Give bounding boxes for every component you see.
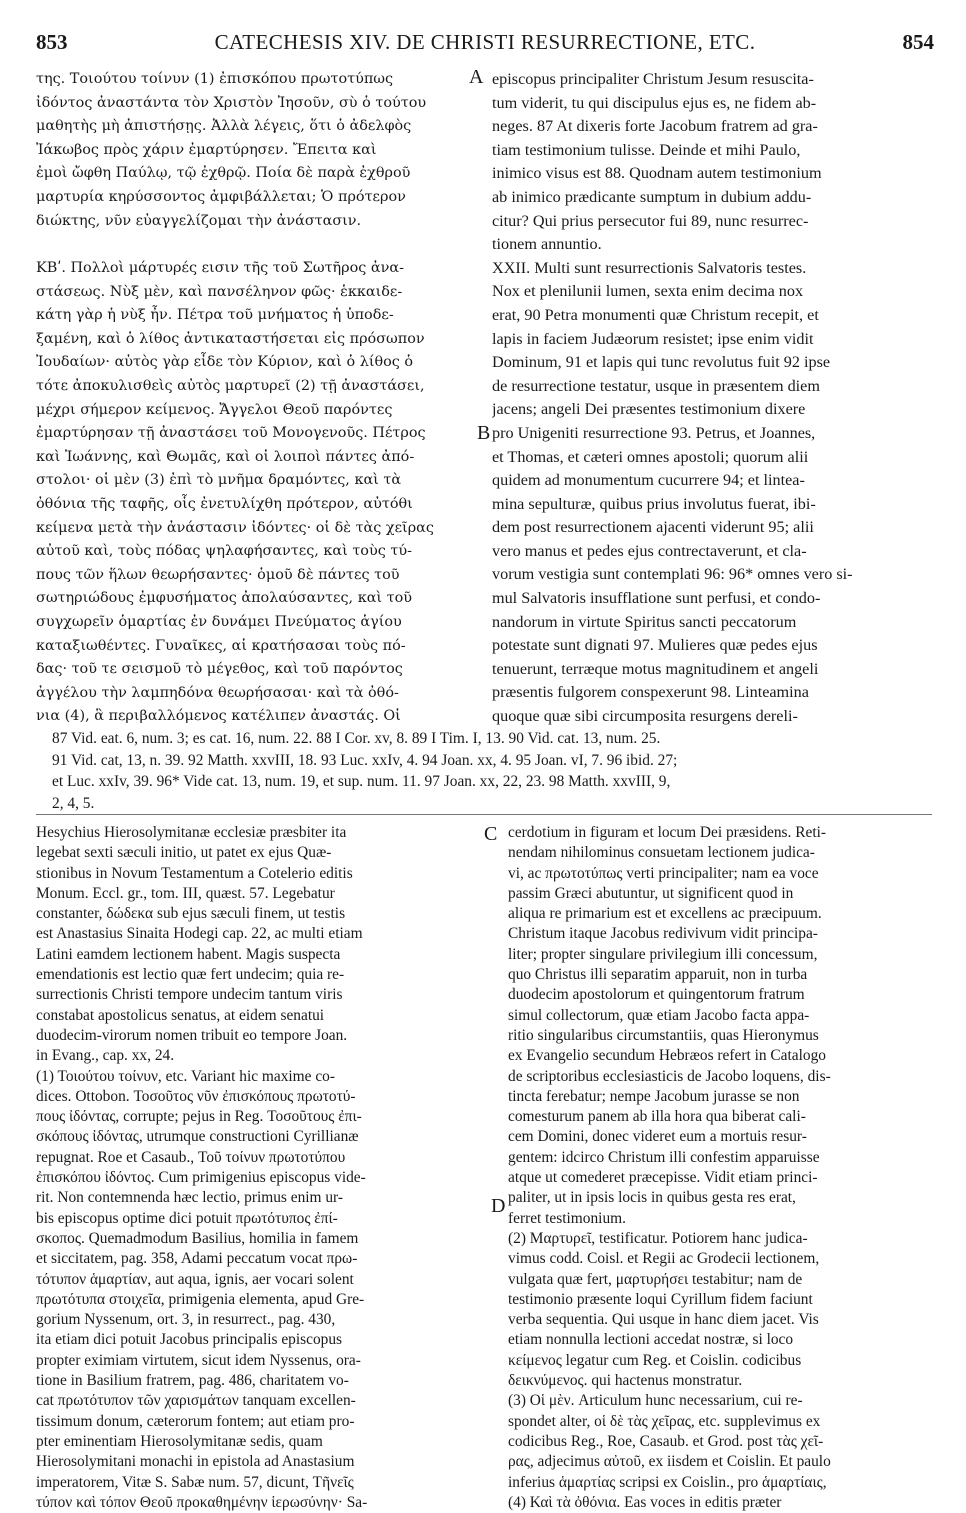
- note-line: ex Evangelio secundum Hebræos refert in Catalogo: [508, 1047, 826, 1065]
- text-line: Ἰουδαίων· αὐτὸς γὰρ εἶδε τὸν Κύριον, καὶ ὁ λίθος ὁ: [36, 354, 414, 371]
- text-line: jacens; angeli Dei præsentes testimonium dixere: [492, 400, 806, 419]
- note-line: πρωτότυπα στοιχεῖα, primigenia elementa, apud Gre-: [36, 1290, 365, 1308]
- note-line: comesturum panem ab illa hora qua biberat cali-: [508, 1108, 806, 1126]
- note-line: πους ἰδόντας, corrupte; pejus in Reg. Τοσοῦτους ἐπι-: [36, 1108, 362, 1126]
- note-line: tione in Basilium fratrem, pag. 486, charitatem vo-: [36, 1372, 349, 1390]
- note-line: verba sequentia. Qui usque in hanc diem jacet. Vis: [508, 1311, 819, 1329]
- note-line: (3) Οἱ μὲν. Articulum hunc necessarium, cui re-: [508, 1392, 803, 1410]
- note-line: ritio singularibus circumstantiis, quas Hieronymus: [508, 1026, 819, 1044]
- text-line: tum viderit, tu qui discipulus ejus es, ne fidem ab-: [492, 93, 817, 112]
- note-line: ρας, adjecimus αὐτοῦ, ex iisdem et Coislin. Et paulo: [508, 1453, 831, 1471]
- note-line: (4) Καὶ τὰ ὀθόνια. Eas voces in editis præter: [508, 1493, 782, 1511]
- text-line: σωτηριώδους ἐμφυσήματος ἀπολαύσαντες, καὶ τοῦ: [36, 590, 413, 607]
- footnote-line: et Luc. xxIv, 39. 96* Vide cat. 13, num. 19, et sup. num. 11. 97 Joan. xx, 22, 23. 98 Matth. xxvIII, 9,: [52, 773, 671, 790]
- text-line: erat, 90 Petra monumenti quæ Christum recepit, et: [492, 305, 819, 324]
- note-line: κείμενος legatur cum Reg. et Coislin. codicibus: [508, 1351, 802, 1369]
- text-line: στολοι· οἱ μὲν (3) ἐπὶ τὸ μνῆμα δραμόντες, καὶ τὰ: [36, 472, 402, 489]
- note-line: aliqua re primarium est et excellens ac præcipuum.: [508, 905, 822, 923]
- text-line: ὀθόνια τῆς ταφῆς, οἷς ἐνετυλίχθη πρότερον, αὐτόθι: [36, 495, 413, 512]
- note-line: rit. Non contemnenda hæc lectio, primus enim ur-: [36, 1189, 344, 1207]
- note-line: ita etiam dici potuit Jacobus principalis episcopus: [36, 1331, 343, 1349]
- footnote-line: 2, 4, 5.: [52, 794, 95, 812]
- text-line: et Thomas, et cæteri omnes apostoli; quorum alii: [492, 447, 809, 466]
- text-line: ab inimico prædicante sumptum in dubium addu-: [492, 187, 812, 206]
- scripture-footnotes: [52, 728, 936, 814]
- text-line: tiam testimonium tulisse. Deinde et mihi Paulo,: [492, 140, 801, 159]
- note-line: ἐπισκόπου ἰδόντος. Cum primigenius episcopus vide-: [36, 1169, 366, 1187]
- latin-translation: [492, 68, 934, 729]
- text-line: de resurrectione testatur, usque in præsentem diem: [492, 376, 820, 395]
- note-line: etiam nonnulla lectioni accedat nostræ, si loco: [508, 1331, 794, 1349]
- note-line: constabat apostolicus senatus, at eidem senatui: [36, 1006, 325, 1024]
- text-line: Dominum, 91 et lapis qui tunc revolutus fuit 92 ipse: [492, 353, 831, 372]
- column-marker-d: D: [491, 1195, 506, 1217]
- note-line: gentem: idcirco Christum illi confestim apparuisse: [508, 1148, 820, 1166]
- note-line: vi, ac πρωτοτύπως verti principaliter; nam ea voce: [508, 864, 819, 882]
- note-line: pter eminentiam Hierosolymitanæ sedis, quam: [36, 1432, 323, 1450]
- text-line: νια (4), ἃ περιβαλλόμενος κατέλιπεν ἀναστάς. Οἱ: [36, 708, 401, 725]
- text-line: καὶ Ἰωάννης, καὶ Θωμᾶς, καὶ οἱ λοιποὶ πάντες ἀπό-: [36, 448, 415, 465]
- text-line: ἀγγέλου τὴν λαμπηδόνα θεωρήσασαι· καὶ τὰ ὀθό-: [36, 684, 399, 701]
- note-line: σκόπους ἰδόντας, utrumque constructioni Cyrillianæ: [36, 1128, 359, 1146]
- running-title: CATECHESIS XIV. DE CHRISTI RESURRECTIONE, ETC.: [214, 30, 756, 54]
- section-start: ΚΒʹ. Πολλοὶ μάρτυρές εισιν τῆς τοῦ Σωτῆρος ἀνα-: [36, 260, 404, 276]
- note-line: de scriptoribus ecclesiasticis de Jacobo loquens, dis-: [508, 1067, 831, 1085]
- column-marker-c: C: [484, 823, 498, 845]
- text-line: episcopus principaliter Christum Jesum resuscita-: [492, 70, 814, 88]
- note-line: Hesychius Hierosolymitanæ ecclesiæ præsbiter ita: [36, 824, 347, 841]
- text-line: καταξιωθέντες. Γυναῖκες, αἱ κρατήσασαι τοὺς πό-: [36, 637, 406, 654]
- text-line: præsentis fulgorem conspexerunt 98. Linteamina: [492, 683, 809, 702]
- note-line: dices. Ottobon. Τοσοῦτος νῦν ἐπισκόπους πρωτοτύ-: [36, 1087, 356, 1105]
- text-line: μαρτυρία κηρύσσοντος ἀμφιβάλλεται; Ὁ πρότερον: [36, 188, 406, 205]
- note-line: (1) Τοιούτου τοίνυν, etc. Variant hic maxime co-: [36, 1067, 335, 1085]
- note-line: codicibus Reg., Roe, Casaub. et Grod. post τὰς χεῖ-: [508, 1432, 824, 1450]
- note-line: paliter, ut in ipsis locis in quibus gesta res erat,: [508, 1189, 796, 1207]
- note-line: emendationis est lectio quæ fert undecim; quia re-: [36, 966, 345, 984]
- text-line: στάσεως. Νὺξ μὲν, καὶ πανσέληνον φῶς· ἑκκαιδε-: [36, 283, 403, 300]
- column-marker-b: B: [477, 422, 491, 444]
- text-line: neges. 87 At dixeris forte Jacobum fratrem ad gra-: [492, 117, 818, 136]
- note-line: testimonio præsente loqui Cyrillum fidem faciunt: [508, 1290, 813, 1308]
- greek-text-main: [36, 257, 476, 729]
- text-line: lapis in faciem Judæorum resistet; ipse enim vidit: [492, 329, 814, 348]
- text-line: vorum vestigia sunt contemplati 96: 96* omnes vero si-: [492, 565, 853, 584]
- text-line: ξαμένη, καὶ ὁ λίθος ἀντικαταστήσεται εἰς πρόσωπον: [36, 330, 425, 347]
- note-line: vulgata quæ fert, μαρτυρήσει testabitur; nam de: [508, 1270, 803, 1288]
- note-line: constanter, δώδεκα sub ejus sæculi finem, ut testis: [36, 905, 346, 923]
- text-line: vero manus et pedes ejus contrectaverunt, et cla-: [492, 541, 807, 560]
- text-line: διώκτης, νῦν εὐαγγελίζομαι τὴν ἀνάστασιν.: [36, 212, 362, 229]
- editor-notes-left: [36, 823, 480, 1513]
- text-line: Ἰάκωβος πρὸς χάριν ἐμαρτύρησεν. Ἔπειτα καὶ: [36, 141, 377, 158]
- text-line: τότε ἀποκυλισθεὶς αὐτὸς μαρτυρεῖ (2) τῇ ἀναστάσει,: [36, 377, 425, 394]
- footnote-line: 91 Vid. cat, 13, n. 39. 92 Matth. xxvIII, 18. 93 Luc. xxIv, 4. 94 Joan. xx, 4. 95 Joan. vI, 7. 96 ibid. 27;: [52, 751, 678, 769]
- text-line: pro Unigeniti resurrectione 93. Petrus, et Joannes,: [492, 423, 816, 442]
- note-line: stionibus in Novum Testamentum a Cotelerio editis: [36, 864, 353, 882]
- note-line: σκοπος. Quemadmodum Basilius, homilia in famem: [36, 1229, 359, 1247]
- note-line: ferret testimonium.: [508, 1209, 626, 1227]
- text-line: μέχρι σήμερον κείμενος. Ἄγγελοι Θεοῦ παρόντες: [36, 401, 393, 418]
- text-line: XXII. Multi sunt resurrectionis Salvatoris testes.: [492, 258, 807, 277]
- note-line: (2) Μαρτυρεῖ, testificatur. Potiorem hanc judica-: [508, 1229, 808, 1247]
- note-line: duodecim apostolorum et quingentorum fratrum: [508, 986, 805, 1004]
- note-line: cat πρωτότυπον τῶν χαρισμάτων tanquam excellen-: [36, 1392, 356, 1410]
- running-header: [36, 30, 934, 56]
- note-line: legebat sexti sæculi initio, ut patet ex ejus Quæ-: [36, 844, 332, 862]
- note-line: liter; propter singulare privilegium illi concessum,: [508, 945, 818, 963]
- note-line: Hierosolymitani monachi in epistola ad Anastasium: [36, 1453, 355, 1471]
- notes-divider: [36, 814, 932, 815]
- text-line: ἐμοὶ ὤφθη Παύλῳ, τῷ ἐχθρῷ. Ποία δὲ παρὰ ἐχθροῦ: [36, 165, 411, 182]
- text-line: της. Τοιούτου τοίνυν (1) ἐπισκόπου πρωτοτύπως: [36, 71, 394, 87]
- note-line: quo Christus illi separatim apparuit, non in turba: [508, 966, 808, 984]
- note-line: atque ut comederet præcepisse. Vidit etiam princi-: [508, 1169, 818, 1187]
- note-line: propter eximiam virtutem, sicut idem Nyssenus, ora-: [36, 1351, 361, 1369]
- text-line: nandorum in virtute Spiritus sancti peccatorum: [492, 612, 797, 631]
- note-line: cerdotium in figuram et locum Dei præsidens. Reti-: [508, 824, 827, 841]
- text-line: potestate sunt dignati 97. Mulieres quæ pedes ejus: [492, 636, 818, 655]
- note-line: est Anastasius Sinaita Hodegi cap. 22, ac multi etiam: [36, 925, 363, 943]
- text-line: quidem ad monumentum cucurrere 94; et lintea-: [492, 471, 805, 490]
- note-line: τύπον καὶ τόπον Θεοῦ προκαθημένην ἱερωσύνην· Sa-: [36, 1493, 368, 1511]
- footnote-line: 87 Vid. eat. 6, num. 3; es cat. 16, num. 22. 88 I Cor. xv, 8. 89 I Tim. I, 13. 90 Vid. cat. 13, num. 25.: [52, 730, 661, 747]
- note-line: repugnat. Roe et Casaub., Τοῦ τοίνυν πρωτοτύπου: [36, 1148, 346, 1166]
- note-line: duodecim-virorum nomen tribuit eo tempore Joan.: [36, 1026, 348, 1044]
- note-line: passim Græci abutuntur, ut significent quod in: [508, 884, 794, 902]
- note-line: Latini eamdem lectionem habent. Magis suspecta: [36, 945, 341, 963]
- text-line: πους τῶν ἥλων θεωρήσαντες· ὁμοῦ δὲ πάντες τοῦ: [36, 566, 400, 583]
- note-line: nendam nihilominus consuetam lectionem judica-: [508, 844, 815, 862]
- column-marker-a: A: [469, 66, 484, 88]
- text-line: Nox et plenilunii lumen, sexta enim decima nox: [492, 282, 804, 301]
- text-line: mina sepulturæ, quibus prius involutus fuerat, ibi-: [492, 494, 816, 513]
- note-line: gorium Nyssenum, ort. 3, in resurrect., pag. 430,: [36, 1311, 336, 1329]
- note-line: inferius ἁμαρτίας scripsi ex Coislin., pro ἁμαρτίαις,: [508, 1473, 827, 1491]
- text-line: dem post resurrectionem ajacenti viderunt 95; alii: [492, 518, 814, 537]
- text-line: quoque quæ sibi circumposita resurgens dereli-: [492, 707, 798, 726]
- note-line: surrectionis Christi tempore undecim tantum viris: [36, 986, 343, 1004]
- text-line: citur? Qui prius persecutor fui 89, nunc resurrec-: [492, 211, 809, 230]
- note-line: cem Domini, donec videret eum a mortuis resur-: [508, 1128, 807, 1146]
- note-line: vimus codd. Coisl. et Regii ac Grodecii lectionem,: [508, 1250, 820, 1268]
- text-line: inimico visus est 88. Quodnam autem testimonium: [492, 164, 822, 183]
- text-line: μαθητὴς μὴ ἀπιστήσῃς. Ἀλλὰ λέγεις, ὅτι ὁ ἀδελφὸς: [36, 118, 412, 135]
- text-line: tionem annuntio.: [492, 235, 602, 254]
- note-line: bis episcopus optime dici potuit πρωτότυπος ἐπί-: [36, 1209, 338, 1227]
- text-line: κείμενα μετὰ τὴν ἀνάστασιν ἰδόντες· οἱ δὲ τὰς χεῖρας: [36, 519, 434, 536]
- greek-text-top: [36, 68, 476, 233]
- text-line: ἰδόντος ἀναστάντα τὸν Χριστὸν Ἰησοῦν, σὺ ὁ τούτου: [36, 94, 427, 111]
- left-page-number: 853: [36, 30, 68, 54]
- note-line: simul collectorum, quæ etiam Jacobo facta appa-: [508, 1006, 810, 1024]
- note-line: Monum. Eccl. gr., tom. III, quæst. 57. Legebatur: [36, 884, 335, 902]
- text-line: δας· τοῦ τε σεισμοῦ τὸ μέγεθος, καὶ τοῦ παρόντος: [36, 661, 403, 678]
- right-page-number: 854: [902, 30, 934, 54]
- note-line: imperatorem, Vitæ S. Sabæ num. 57, dicunt, Τῆνεῖς: [36, 1473, 354, 1491]
- note-line: Christum itaque Jacobus redivivum vidit principa-: [508, 925, 818, 943]
- editor-notes-right: [508, 823, 936, 1513]
- note-line: spondet alter, οἱ δὲ τὰς χεῖρας, etc. supplevimus ex: [508, 1412, 821, 1430]
- text-line: συγχωρεῖν ὁμαρτίας ἐν δυνάμει Πνεύματος ἁγίου: [36, 613, 402, 630]
- text-line: κάτη γὰρ ἡ νὺξ ἦν. Πέτρα τοῦ μνήματος ἡ ὑποδε-: [36, 307, 394, 324]
- text-line: ἐμαρτύρησαν τῇ ἀναστάσει τοῦ Μονογενοῦς. Πέτρος: [36, 425, 426, 442]
- text-line: tenuerunt, terræque motus magnitudinem et angeli: [492, 659, 819, 678]
- note-line: et siccitatem, pag. 358, Adami peccatum vocat πρω-: [36, 1250, 358, 1268]
- text-line: αὐτοῦ καὶ, τοὺς πόδας ψηλαφήσαντες, καὶ τοὺς τύ-: [36, 543, 412, 560]
- text-line: mul Salvatoris insufflatione sunt perfusi, et condo-: [492, 589, 821, 608]
- note-line: tincta ferebatur; nempe Jacobum jurasse se non: [508, 1087, 800, 1105]
- note-line: tissimum donum, cæterorum fontem; aut etiam pro-: [36, 1412, 355, 1430]
- note-line: in Evang., cap. xx, 24.: [36, 1047, 175, 1065]
- note-line: δεικνύμενος. qui hactenus monstratur.: [508, 1372, 743, 1390]
- note-line: τότυπον ἁμαρτίαν, aut aqua, ignis, aer vocari solent: [36, 1270, 354, 1288]
